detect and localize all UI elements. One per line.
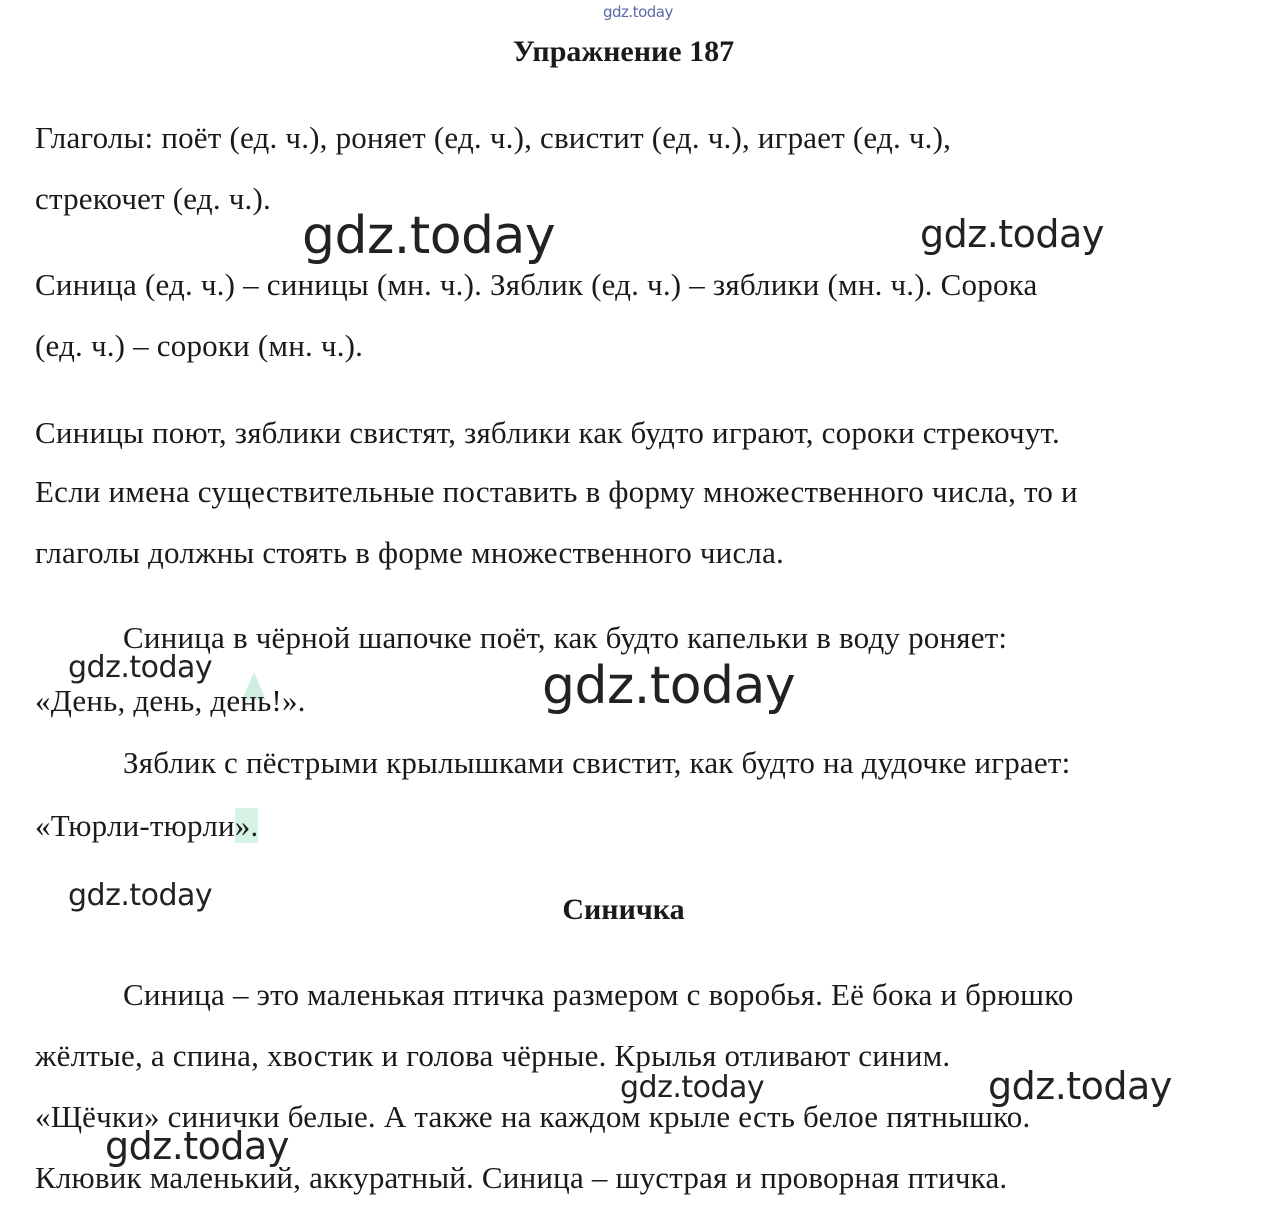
paragraph-2-line-2: (ед. ч.) – сороки (мн. ч.). — [35, 328, 364, 363]
highlighted-quote-end: ». — [234, 808, 259, 843]
watermark-6: gdz.today — [620, 1070, 765, 1105]
paragraph-1-line-1: Глаголы: поёт (ед. ч.), роняет (ед. ч.), свистит (ед. ч.), играет (ед. ч.), — [35, 120, 952, 155]
watermark-8: gdz.today — [105, 1124, 289, 1168]
watermark-top: gdz.today — [603, 3, 673, 21]
paragraph-4-line-1: Синица в чёрной шапочке поёт, как будто капельки в воду роняет: — [123, 620, 1008, 655]
section-subtitle: Синичка — [562, 893, 685, 926]
paragraph-3-line-2: Если имена существительные поставить в форму множественного числа, то и — [35, 474, 1078, 509]
watermark-2: gdz.today — [920, 212, 1104, 256]
watermark-3: gdz.today — [68, 650, 213, 685]
paragraph-5-line-2 — [35, 808, 258, 844]
paragraph-3-line-3: глаголы должны стоять в форме множественного числа. — [35, 535, 784, 570]
watermark-4: gdz.today — [542, 656, 796, 716]
paragraph-5-line-1: Зяблик с пёстрыми крылышками свистит, как будто на дудочке играет: — [123, 745, 1071, 780]
watermark-1: gdz.today — [302, 206, 556, 266]
paragraph-5-line-2-text: «Тюрли-тюрли — [35, 808, 235, 843]
paragraph-2-line-1: Синица (ед. ч.) – синицы (мн. ч.). Зяблик (ед. ч.) – зяблики (мн. ч.). Сорока — [35, 267, 1038, 302]
watermark-7: gdz.today — [988, 1064, 1172, 1108]
watermark-5: gdz.today — [68, 878, 213, 913]
paragraph-3-line-1: Синицы поют, зяблики свистят, зяблики как будто играют, сороки стрекочут. — [35, 415, 1060, 450]
paragraph-6-line-1: Синица – это маленькая птичка размером с воробья. Её бока и брюшко — [123, 977, 1074, 1012]
paragraph-4-line-2: «День, день, день!». — [35, 683, 306, 718]
paragraph-6-line-2: жёлтые, а спина, хвостик и голова чёрные. Крылья отливают синим. — [35, 1038, 951, 1073]
paragraph-1-line-2: стрекочет (ед. ч.). — [35, 181, 271, 216]
paragraph-6-line-4: Клювик маленький, аккуратный. Синица – шустрая и проворная птичка. — [35, 1160, 1008, 1195]
exercise-title: Упражнение 187 — [512, 35, 735, 68]
paragraph-6-line-3: «Щёчки» синички белые. А также на каждом крыле есть белое пятнышко. — [35, 1099, 1031, 1134]
